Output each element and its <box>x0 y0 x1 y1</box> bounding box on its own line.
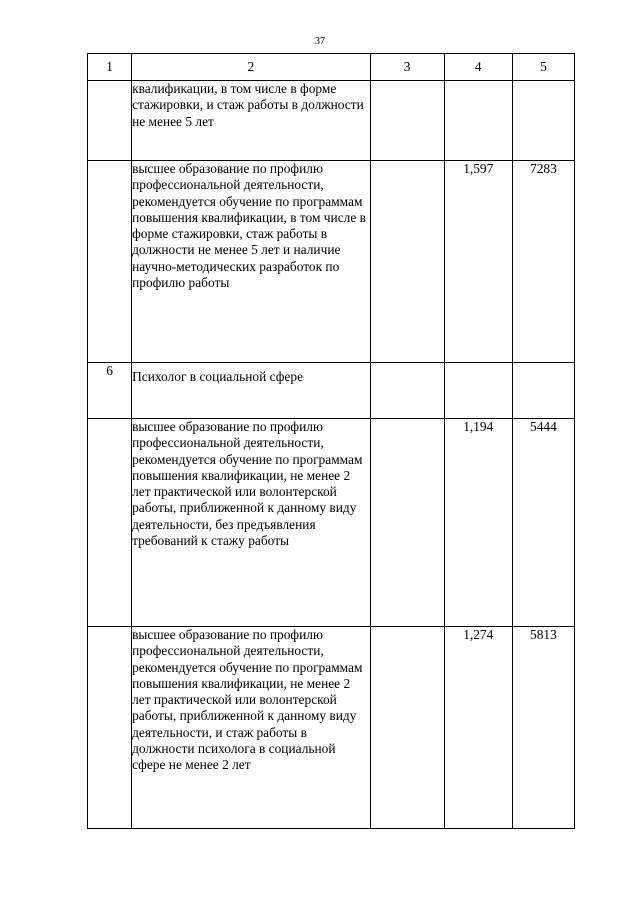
table-row <box>88 419 575 627</box>
header-cell-2: 2 <box>132 54 370 81</box>
column-3-cell <box>370 363 444 419</box>
table-row <box>88 81 575 161</box>
header-cell-3: 3 <box>370 54 444 81</box>
salary-cell: 5813 <box>512 627 574 829</box>
header-cell-5: 5 <box>512 54 574 81</box>
header-cell-1: 1 <box>88 54 132 81</box>
salary-cell: 5444 <box>512 419 574 627</box>
page-number: 37 <box>315 36 325 47</box>
row-number-cell <box>88 81 132 161</box>
column-3-cell <box>370 161 444 363</box>
table-row <box>88 627 575 829</box>
coefficient-cell: 1,597 <box>444 161 512 363</box>
table-row <box>88 161 575 363</box>
row-number-cell <box>88 419 132 627</box>
row-number-cell <box>88 161 132 363</box>
salary-cell: 7283 <box>512 161 574 363</box>
requirements-cell: высшее образование по профилю профессиональной деятельности, рекомендуется обучение по программам повышения квалификации, не менее 2 лет практической или волонтерской работы, приближенной к данному виду деятельности, и стаж работы в должности психолога в социальной сфере не менее 2 лет <box>132 627 370 829</box>
coefficient-cell: 1,194 <box>444 419 512 627</box>
table-row <box>88 363 575 419</box>
coefficient-cell <box>444 363 512 419</box>
requirements-cell: высшее образование по профилю профессиональной деятельности, рекомендуется обучение по программам повышения квалификации, в том числе в форме стажировки, стаж работы в должности не менее 5 лет и наличие научно-методических разработок по профилю работы <box>132 161 370 363</box>
coefficient-cell <box>444 81 512 161</box>
column-3-cell <box>370 419 444 627</box>
table-header-row <box>88 54 575 81</box>
header-cell-4: 4 <box>444 54 512 81</box>
requirements-cell: квалификации, в том числе в форме стажировки, и стаж работы в должности не менее 5 лет <box>132 81 370 161</box>
salary-cell <box>512 81 574 161</box>
coefficient-cell: 1,274 <box>444 627 512 829</box>
row-number-cell: 6 <box>88 363 132 419</box>
row-number-cell <box>88 627 132 829</box>
column-3-cell <box>370 81 444 161</box>
document-table <box>87 53 575 829</box>
position-title-cell: Психолог в социальной сфере <box>132 363 370 419</box>
requirements-cell: высшее образование по профилю профессиональной деятельности, рекомендуется обучение по программам повышения квалификации, не менее 2 лет практической или волонтерской работы, приближенной к данному виду деятельности, без предъявления требований к стажу работы <box>132 419 370 627</box>
column-3-cell <box>370 627 444 829</box>
salary-cell <box>512 363 574 419</box>
